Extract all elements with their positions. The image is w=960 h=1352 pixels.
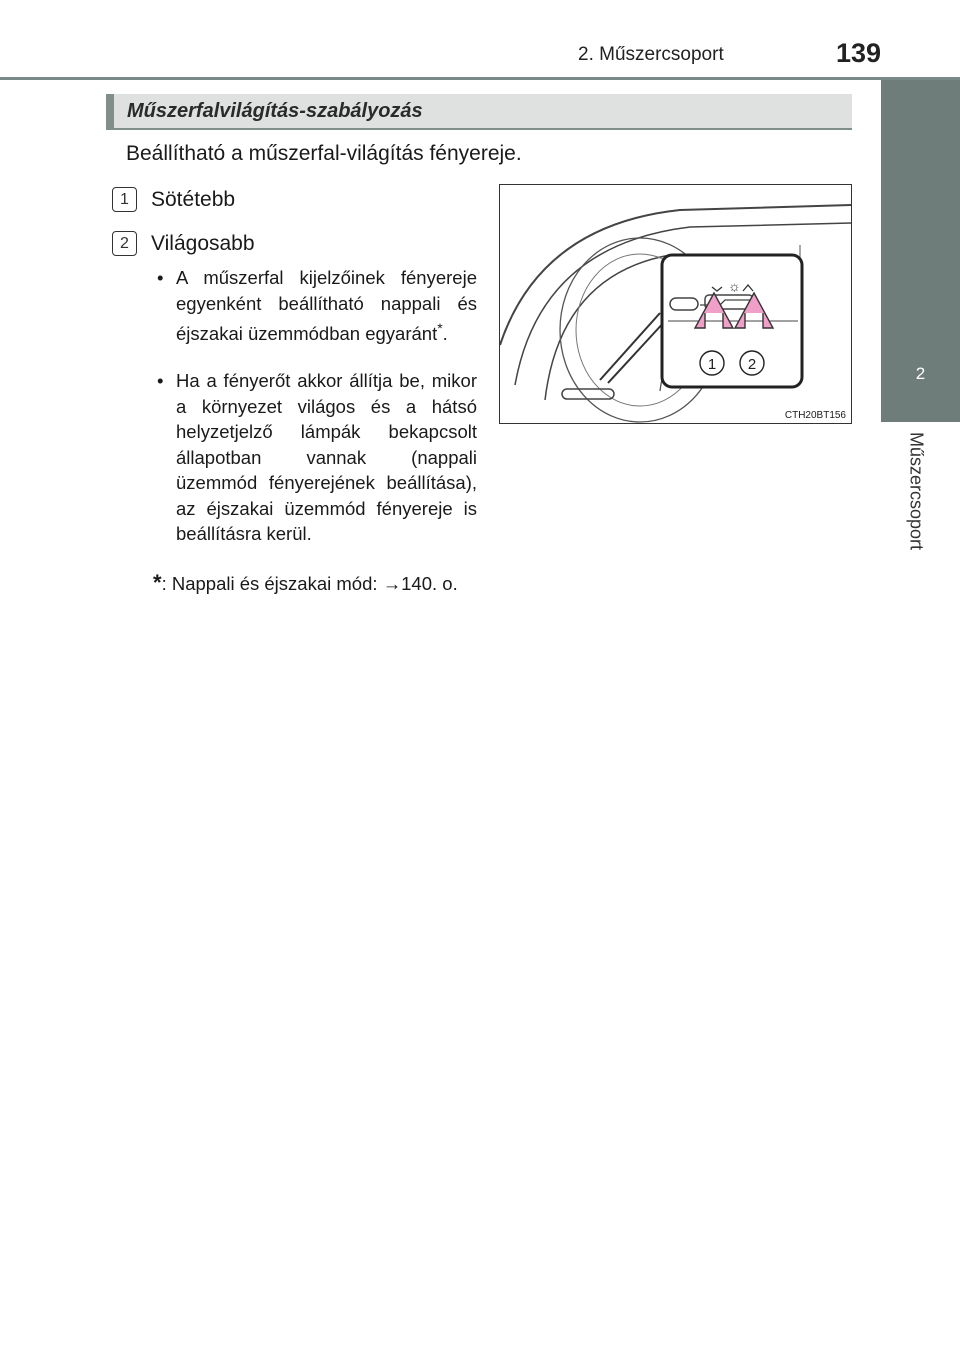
side-chapter-label: Műszercsoport xyxy=(906,432,927,551)
chapter-tab[interactable] xyxy=(881,340,960,422)
step-label-darker: Sötétebb xyxy=(151,187,236,211)
dimmer-symbol: ☼ xyxy=(728,278,741,294)
step-1 xyxy=(112,187,235,212)
bullet-dot: • xyxy=(157,370,164,391)
side-rail xyxy=(881,80,960,340)
page-number: 139 xyxy=(836,38,882,68)
bullet-item-2 xyxy=(157,368,477,547)
section-title: Műszerfalvilágítás-szabályozás xyxy=(127,100,423,122)
intro-text: Beállítható a műszerfal-világítás fényereje. xyxy=(126,142,522,165)
footnote-star: * xyxy=(153,570,162,595)
callout-2: 2 xyxy=(747,356,757,373)
step-label-brighter: Világosabb xyxy=(151,231,255,255)
step-2 xyxy=(112,231,255,256)
bullet-text-2: Ha a fényerőt akkor állítja be, mikor a környezet világos és a hátsó helyzetjelző lámpák bekapcsolt állapotban vannak (nappali üzemmód fényerejének beállítása), az éjszakai üzemmód fényereje is beállításra kerül. xyxy=(176,370,477,544)
illustration-drawing xyxy=(500,185,852,424)
instrument-panel-illustration xyxy=(499,184,852,424)
step-number-1: 1 xyxy=(112,187,137,212)
step-number-2: 2 xyxy=(112,231,137,256)
bullet-dot: • xyxy=(157,267,164,288)
bullet-item-1 xyxy=(157,265,477,347)
section-heading-bar xyxy=(106,94,852,130)
callout-1: 1 xyxy=(707,356,717,373)
figure-code: CTH20BT156 xyxy=(784,410,846,421)
header-rule xyxy=(0,77,960,80)
chapter-tab-number: 2 xyxy=(915,364,926,383)
footnote-text: : Nappali és éjszakai mód: →140. o. xyxy=(161,573,458,594)
bullet-text-1: A műszerfal kijelzőinek fényereje egyenként beállítható nappali és éjszakai üzemmódban egyaránt*. xyxy=(176,267,477,345)
running-header-section: 2. Műszercsoport xyxy=(578,44,724,65)
footnote xyxy=(153,570,458,596)
side-chapter-title xyxy=(896,432,936,612)
